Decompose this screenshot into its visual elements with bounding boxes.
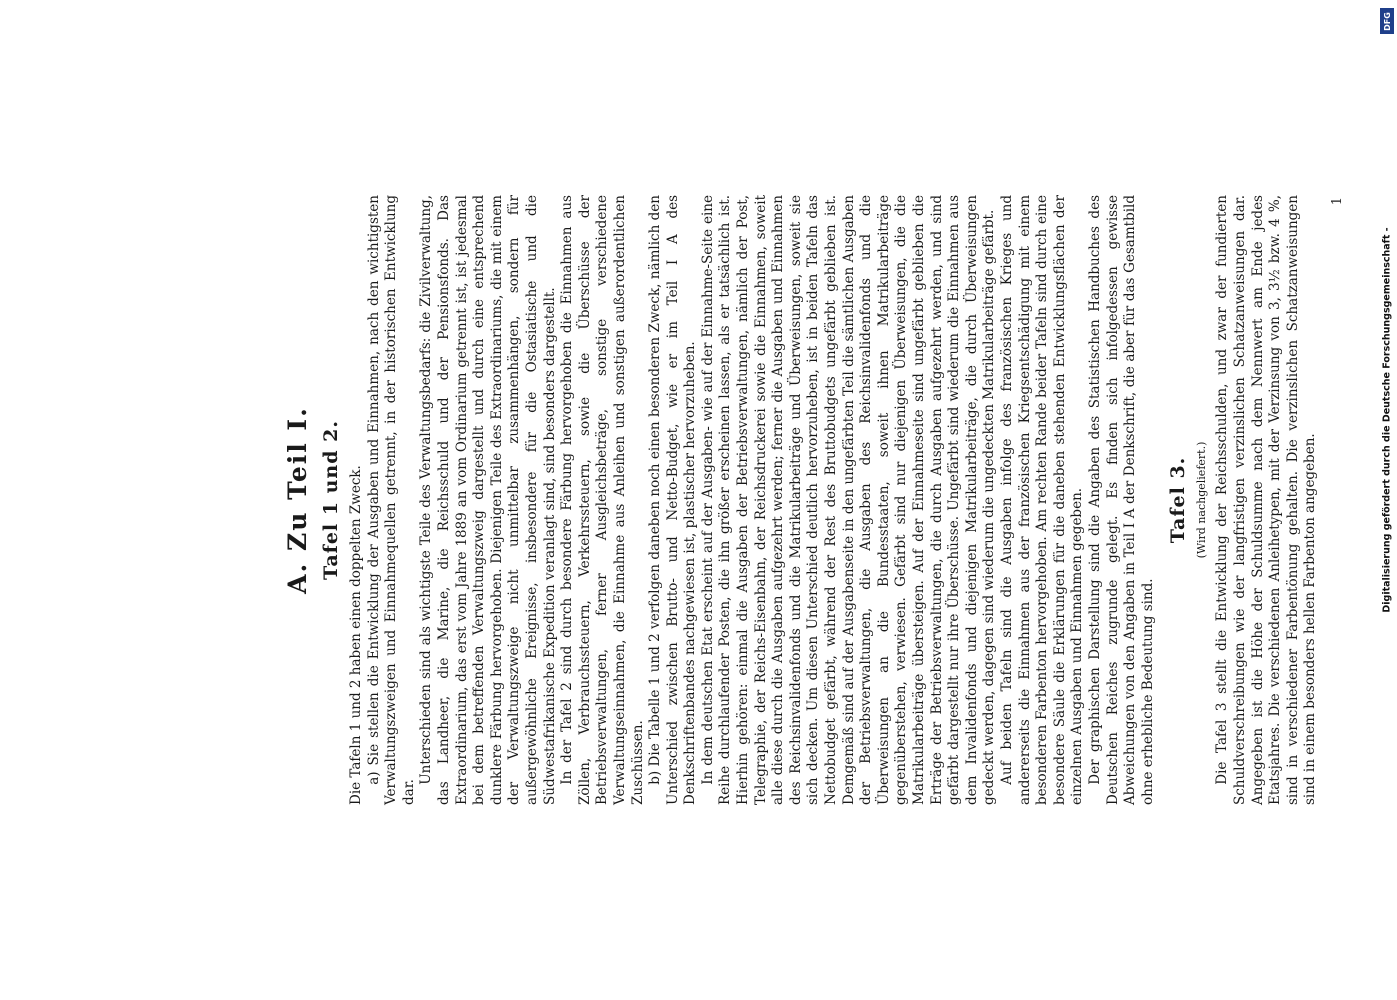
paragraph: In dem deutschen Etat erscheint auf der Ausgaben- wie auf der Einnahme-Seite eine Reihe durchlaufender Posten, die ihn größer erscheinen lassen, als er tatsächlich ist. Hierhin gehören: einmal die Ausgaben der Betriebsverwaltungen, nämlich der Post, Telegraphie, der Reichs-Eisenbahn, der Reichsdruckerei sowie die Einnahmen, soweit alle diese durch die Ausgaben aufgezehrt werden; ferner die Ausgaben und Einnahmen des Reichsinvalidenfonds und die Matrikularbeiträge und Überweisungen, soweit sie sich decken. Um diesen Unterschied deutlich hervorzuheben, ist in beiden Tafeln das Nettobudget gefärbt, während der Rest des Bruttobudgets ungefärbt geblieben ist. Demgemäß sind auf der Ausgabenseite in den ungefärbten Teil die sämtlichen Ausgaben der Betriebsverwaltungen, die Ausgaben des Reichsinvalidenfonds und die Überweisungen an die Bundesstaaten, soweit ihnen Matrikularbeiträge gegenüberstehen, verwiesen. Gefärbt sind nur diejenigen Überweisungen, die die Matrikularbeiträge übersteigen. Auf der Einnahmeseite sind ungefärbt geblieben die Erträge der Betriebsverwaltungen, die durch Ausgaben aufgezehrt werden, und sind gefärbt dargestellt nur ihre Überschüsse. Ungefärbt sind wiederum die Einnahmen aus dem Invalidenfonds und diejenigen Matrikularbeiträge, die durch Überweisungen gedeckt werden, dagegen sind wiederum die ungedeckten Matrikularbeiträge gefärbt. [699, 195, 998, 805]
section-note: (Wird nachgeliefert.) [1195, 441, 1209, 559]
paragraph: Der graphischen Darstellung sind die Angaben des Statistischen Handbuches des Deutschen Reiches zugrunde gelegt. Es finden sich infolgedessen gewisse Abweichungen von den Angaben in Teil I A der Denkschrift, die aber für das Gesamtbild ohne erhebliche Bedeutung sind. [1086, 195, 1156, 805]
paragraph: Die Tafeln 1 und 2 haben einen doppelten Zweck. [348, 465, 364, 805]
digitization-sidenote [1377, 0, 1397, 1000]
sidenote-text: Digitalisierung gefördert durch die Deutsche Forschungsgemeinschaft - [1381, 227, 1393, 613]
paragraph: In der Tafel 2 sind durch besondere Färbung hervorgehoben die Einnahmen aus Zöllen, Verbrauchssteuern, Verkehrssteuern, sowie die Überschüsse der Betriebsverwaltungen, ferner Ausgleichsbeträge, sonstige verschiedene Verwaltungseinnahmen, die Einnahme aus Anleihen und sonstigen außerordentlichen Zuschüssen. [559, 195, 646, 805]
page-number: 1 [1329, 197, 1345, 206]
rotated-document-page [93, 120, 1345, 880]
dfg-logo-icon [1380, 8, 1394, 34]
paragraph: a) Sie stellen die Entwicklung der Ausgaben und Einnahmen, nach den wichtigsten Verwaltungszweigen und Einnahmequellen getrennt, in der historischen Entwicklung dar. [365, 195, 417, 805]
heading: A. Zu Teil I. [283, 406, 312, 594]
section-title-tafel-1-2: Tafel 1 und 2. [320, 420, 342, 580]
paragraph: Auf beiden Tafeln sind die Ausgaben infolge des französischen Krieges und andererseits die Einnahmen aus der französischen Kriegsentschädigung mit einem besonderen Farbenton hervorgehoben. Am rechten Rande beider Tafeln sind durch eine besondere Säule die Erklärungen für die daneben stehenden Entwicklungsflächen der einzelnen Ausgaben und Einnahmen gegeben. [998, 195, 1086, 805]
paragraph: Unterschieden sind als wichtigste Teile des Verwaltungsbedarfs: die Zivilverwaltung, das Landheer, die Marine, die Reichsschuld und der Pensionsfonds. Das Extraordinarium, das erst vom Jahre 1889 an vom Ordinarium getrennt ist, ist jedesmal bei dem betreffenden Verwaltungszweig dargestellt und durch eine entsprechend dunklere Färbung hervorgehoben. Diejenigen Teile des Extraordinariums, die mit einem der Verwaltungszweige nicht unmittelbar zusammenhängen, sondern für außergewöhnliche Ereignisse, insbesondere für die Ostasiatische und die Südwestafrikanische Expedition veranlagt sind, sind besonders dargestellt. [418, 195, 558, 805]
section-title-tafel-3: Tafel 3. [1167, 456, 1190, 544]
dfg-logo-label: DFG [1382, 11, 1392, 31]
paragraph: Die Tafel 3 stellt die Entwicklung der Reichsschulden, und zwar der fundierten Schuldverschreibungen wie der langfristigen verzinslichen Schatzanweisungen dar. Angegeben ist die Höhe der Schuldsumme nach dem Nennwert am Ende jedes Etatsjahres. Die verschiedenen Anleihetypen, mit der Verzinsung von 3, 3½ bzw. 4 %, sind in verschiedener Farbentönung gehalten. Die verzinslichen Schatzanweisungen sind in einem besonders hellen Farbenton angegeben. [1214, 195, 1319, 805]
paragraph: b) Die Tabelle 1 und 2 verfolgen daneben noch einen besonderen Zweck, nämlich den Unterschied zwischen Brutto- und Netto-Budget, wie er im Teil I A des Denkschriftenbandes nachgewiesen ist, plastischer hervorzuheben. [647, 195, 699, 805]
